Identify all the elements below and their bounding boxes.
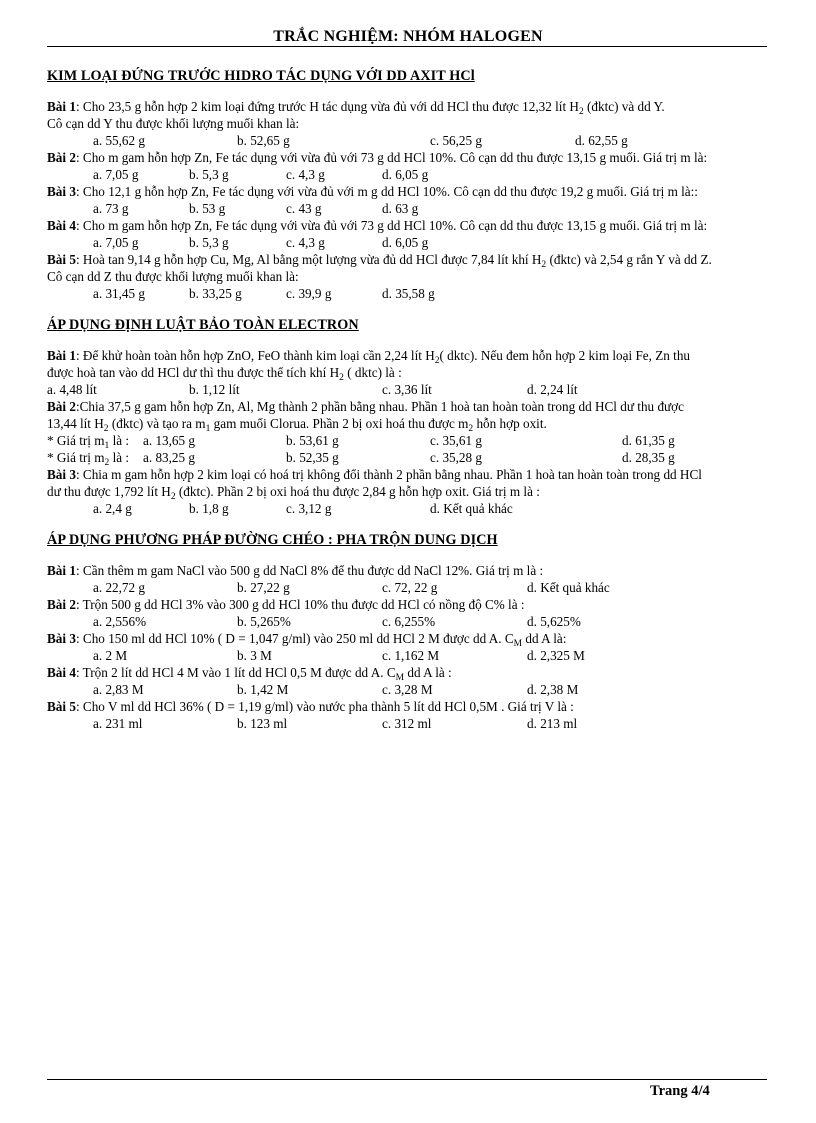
header-divider — [47, 46, 767, 47]
question-block — [47, 664, 807, 698]
subscript: M — [513, 639, 523, 649]
option-a[interactable]: a. 31,45 g — [93, 286, 146, 301]
option-d[interactable]: d. 35,58 g — [382, 286, 435, 301]
question-label: Bài 1 — [47, 563, 76, 578]
option-a[interactable]: a. 2,556% — [93, 614, 147, 629]
question-text: : Chia m gam hỗn hợp 2 kim loại có hoá trị không đổi thành 2 phần bằng nhau. Phần 1 hoà tan hoàn toàn trong dd HCl — [75, 467, 702, 482]
question-text: : Cho 12,1 g hỗn hợp Zn, Fe tác dụng với vừa đủ với m g dd HCl 10%. Cô cạn dd thu được 19,2 g muối. Giá trị m là:: — [75, 184, 698, 199]
section-cross-method — [47, 531, 807, 732]
question-text: : Cho m gam hỗn hợp Zn, Fe tác dụng với vừa đủ với 73 g dd HCl 10%. Cô cạn dd thu được 13,15 g muối. Giá trị m là: — [75, 150, 708, 165]
question-text: (đktc) và dd Y. — [583, 99, 665, 114]
question-block — [47, 562, 807, 596]
option-c[interactable]: c. 39,9 g — [286, 286, 332, 301]
question-text: (đktc) và 2,54 g rắn Y và dd Z. — [546, 252, 712, 267]
question-text: : Cho 150 ml dd HCl 10% ( D = 1,047 g/ml) vào 250 ml dd HCl 2 M được dd A. C — [75, 631, 514, 646]
option-c[interactable]: c. 56,25 g — [430, 133, 483, 148]
option-b[interactable]: b. 5,3 g — [189, 235, 229, 250]
question-block — [47, 183, 807, 217]
question-text: : Cần thêm m gam NaCl vào 500 g dd NaCl 8% để thu được dd NaCl 12%. Giá trị m là : — [75, 563, 544, 578]
option-a[interactable]: a. 4,48 lít — [47, 382, 97, 397]
question-text: dd A là : — [404, 665, 452, 680]
question-text: : Cho 23,5 g hỗn hợp 2 kim loại đứng trước H tác dụng vừa đủ với dd HCl thu được 12,32 lít H — [75, 99, 579, 114]
option-d[interactable]: d. 2,24 lít — [527, 382, 578, 397]
question-block — [47, 630, 807, 664]
option-d[interactable]: d. 63 g — [382, 201, 419, 216]
subscript: 2 — [434, 356, 440, 366]
question-block — [47, 596, 807, 630]
question-label: Bài 1 — [47, 99, 76, 114]
document-body — [47, 67, 807, 746]
question-text: ( dktc) là : — [343, 365, 402, 380]
sub-question-label: là : — [109, 450, 130, 465]
footer-divider — [47, 1079, 767, 1080]
answer-options — [47, 579, 807, 596]
answer-options — [47, 647, 807, 664]
answer-options — [47, 381, 807, 398]
question-text: Cô cạn dd Y thu được khối lượng muối khan là: — [47, 116, 300, 131]
question-label: Bài 2 — [47, 399, 76, 414]
question-label: Bài 3 — [47, 184, 76, 199]
question-block — [47, 698, 807, 732]
option-a[interactable]: a. 7,05 g — [93, 235, 139, 250]
option-d[interactable]: d. 2,325 M — [527, 648, 585, 663]
subscript: 2 — [170, 492, 176, 502]
option-d[interactable]: d. 28,35 g — [622, 450, 675, 465]
subscript: M — [395, 673, 405, 683]
question-block — [47, 347, 807, 398]
section-hcl-metals — [47, 67, 807, 302]
question-block — [47, 398, 807, 466]
question-label: Bài 5 — [47, 252, 76, 267]
question-text: (đktc). Phần 2 bị oxi hoá thu được 2,84 g hỗn hợp oxit. Giá trị m là : — [175, 484, 540, 499]
question-text: 13,44 lít H — [47, 416, 104, 431]
option-b[interactable]: b. 53 g — [189, 201, 226, 216]
sub-question-label: * Giá trị m — [47, 433, 105, 448]
answer-options — [47, 613, 807, 630]
option-c[interactable]: c. 43 g — [286, 201, 322, 216]
answer-options — [47, 715, 807, 732]
option-b[interactable]: b. 3 M — [237, 648, 272, 663]
option-a[interactable]: a. 231 ml — [93, 716, 143, 731]
question-text: (đktc) và tạo ra m — [108, 416, 206, 431]
section-heading: ÁP DỤNG PHƯƠNG PHÁP ĐƯỜNG CHÉO : PHA TRỘN DUNG DỊCH — [47, 532, 498, 548]
subscript: 2 — [541, 260, 547, 270]
option-c[interactable]: c. 1,162 M — [382, 648, 440, 663]
question-text: ( dktc). Nếu đem hỗn hợp 2 kim loại Fe, Zn thu — [439, 348, 691, 363]
question-label: Bài 1 — [47, 348, 76, 363]
option-c[interactable]: c. 72, 22 g — [382, 580, 438, 595]
option-c[interactable]: c. 312 ml — [382, 716, 432, 731]
question-label: Bài 5 — [47, 699, 76, 714]
option-a[interactable]: a. 2,83 M — [93, 682, 144, 697]
option-c[interactable]: c. 4,3 g — [286, 235, 325, 250]
subscript: 2 — [103, 424, 109, 434]
page-title: TRẮC NGHIỆM: NHÓM HALOGEN — [273, 28, 543, 45]
option-d[interactable]: d. 213 ml — [527, 716, 578, 731]
answer-options — [47, 132, 807, 149]
option-d[interactable]: d. 6,05 g — [382, 235, 429, 250]
question-text: : Cho m gam hỗn hợp Zn, Fe tác dụng với vừa đủ với 73 g dd HCl 10%. Cô cạn dd thu được 13,15 g muối. Giá trị m là: — [75, 218, 708, 233]
question-text: :Chia 37,5 g gam hỗn hợp Zn, Al, Mg thành 2 phần bằng nhau. Phần 1 hoà tan hoàn toàn trong dd HCl dư thu được — [75, 399, 685, 414]
option-d[interactable]: d. 2,38 M — [527, 682, 579, 697]
option-c[interactable]: c. 35,61 g — [430, 433, 483, 448]
answer-options — [47, 166, 807, 183]
section-heading: ÁP DỤNG ĐỊNH LUẬT BẢO TOÀN ELECTRON — [47, 317, 359, 333]
option-a[interactable]: a. 13,65 g — [143, 433, 196, 448]
option-a[interactable]: a. 83,25 g — [143, 450, 196, 465]
question-text: : Trộn 500 g dd HCl 3% vào 300 g dd HCl 10% thu được dd HCl có nồng độ C% là : — [75, 597, 525, 612]
question-text: Cô cạn dd Z thu được khối lượng muối khan là: — [47, 269, 299, 284]
option-d[interactable]: d. 6,05 g — [382, 167, 429, 182]
option-b[interactable]: b. 33,25 g — [189, 286, 242, 301]
question-block — [47, 149, 807, 183]
option-a[interactable]: a. 2 M — [93, 648, 128, 663]
question-text: : Cho V ml dd HCl 36% ( D = 1,19 g/ml) vào nước pha thành 5 lít dd HCl 0,5M . Giá trị V là : — [75, 699, 574, 714]
question-text: hỗn hợp oxit. — [473, 416, 547, 431]
answer-options — [47, 200, 807, 217]
question-text: : Hoà tan 9,14 g hỗn hợp Cu, Mg, Al bằng một lượng vừa đủ dd HCl được 7,84 lít khí H — [75, 252, 542, 267]
page-number: Trang 4/4 — [650, 1083, 710, 1099]
question-text: dd A là: — [522, 631, 567, 646]
option-c[interactable]: c. 6,255% — [382, 614, 436, 629]
answer-options — [47, 681, 807, 698]
question-label: Bài 4 — [47, 218, 76, 233]
question-label: Bài 2 — [47, 597, 76, 612]
option-d[interactable]: d. 61,35 g — [622, 433, 675, 448]
question-label: Bài 3 — [47, 631, 76, 646]
option-b[interactable]: b. 52,35 g — [286, 450, 339, 465]
answer-options — [47, 449, 807, 466]
question-block — [47, 251, 807, 302]
answer-options — [47, 285, 807, 302]
option-b[interactable]: b. 52,65 g — [237, 133, 290, 148]
subscript: 1 — [205, 424, 211, 434]
option-b[interactable]: b. 123 ml — [237, 716, 288, 731]
subscript: 2 — [578, 107, 584, 117]
option-d[interactable]: d. 5,625% — [527, 614, 581, 629]
option-c[interactable]: c. 3,36 lít — [382, 382, 432, 397]
option-a[interactable]: a. 73 g — [93, 201, 129, 216]
subscript: 1 — [104, 441, 110, 451]
option-a[interactable]: a. 55,62 g — [93, 133, 146, 148]
sub-question-label: là : — [109, 433, 130, 448]
option-b[interactable]: b. 1,42 M — [237, 682, 289, 697]
subscript: 2 — [104, 458, 110, 468]
option-a[interactable]: a. 7,05 g — [93, 167, 139, 182]
option-d[interactable]: d. 62,55 g — [575, 133, 628, 148]
option-b[interactable]: b. 1,8 g — [189, 501, 229, 516]
question-block — [47, 98, 807, 149]
option-c[interactable]: c. 35,28 g — [430, 450, 483, 465]
subscript: 2 — [468, 424, 474, 434]
option-c[interactable]: c. 4,3 g — [286, 167, 325, 182]
option-b[interactable]: b. 5,265% — [237, 614, 291, 629]
question-block — [47, 466, 807, 517]
subscript: 2 — [339, 373, 344, 383]
question-text: : Trộn 2 lít dd HCl 4 M vào 1 lít dd HCl 0,5 M được dd A. C — [75, 665, 396, 680]
option-a[interactable]: a. 2,4 g — [93, 501, 132, 516]
option-c[interactable]: c. 3,12 g — [286, 501, 332, 516]
option-a[interactable]: a. 22,72 g — [93, 580, 146, 595]
option-c[interactable]: c. 3,28 M — [382, 682, 433, 697]
option-b[interactable]: b. 27,22 g — [237, 580, 290, 595]
sub-question-label: * Giá trị m — [47, 450, 105, 465]
section-electron-conservation — [47, 316, 807, 517]
option-b[interactable]: b. 53,61 g — [286, 433, 339, 448]
question-label: Bài 2 — [47, 150, 76, 165]
question-text: : Để khử hoàn toàn hỗn hợp ZnO, FeO thành kim loại cần 2,24 lít H — [75, 348, 435, 363]
question-block — [47, 217, 807, 251]
option-b[interactable]: b. 1,12 lít — [189, 382, 240, 397]
question-label: Bài 4 — [47, 665, 76, 680]
question-text: dư thu được 1,792 lít H — [47, 484, 171, 499]
question-label: Bài 3 — [47, 467, 76, 482]
answer-options — [47, 432, 807, 449]
option-b[interactable]: b. 5,3 g — [189, 167, 229, 182]
option-d[interactable]: d. Kết quả khác — [430, 501, 513, 516]
option-d[interactable]: d. Kết quả khác — [527, 580, 610, 595]
question-text: gam muối Clorua. Phần 2 bị oxi hoá thu được m — [210, 416, 469, 431]
section-heading: KIM LOẠI ĐỨNG TRƯỚC HIDRO TÁC DỤNG VỚI DD AXIT HCl — [47, 68, 475, 84]
question-text: được hoà tan vào dd HCl dư thì thu được thể tích khí H — [47, 365, 340, 380]
answer-options — [47, 500, 807, 517]
answer-options — [47, 234, 807, 251]
